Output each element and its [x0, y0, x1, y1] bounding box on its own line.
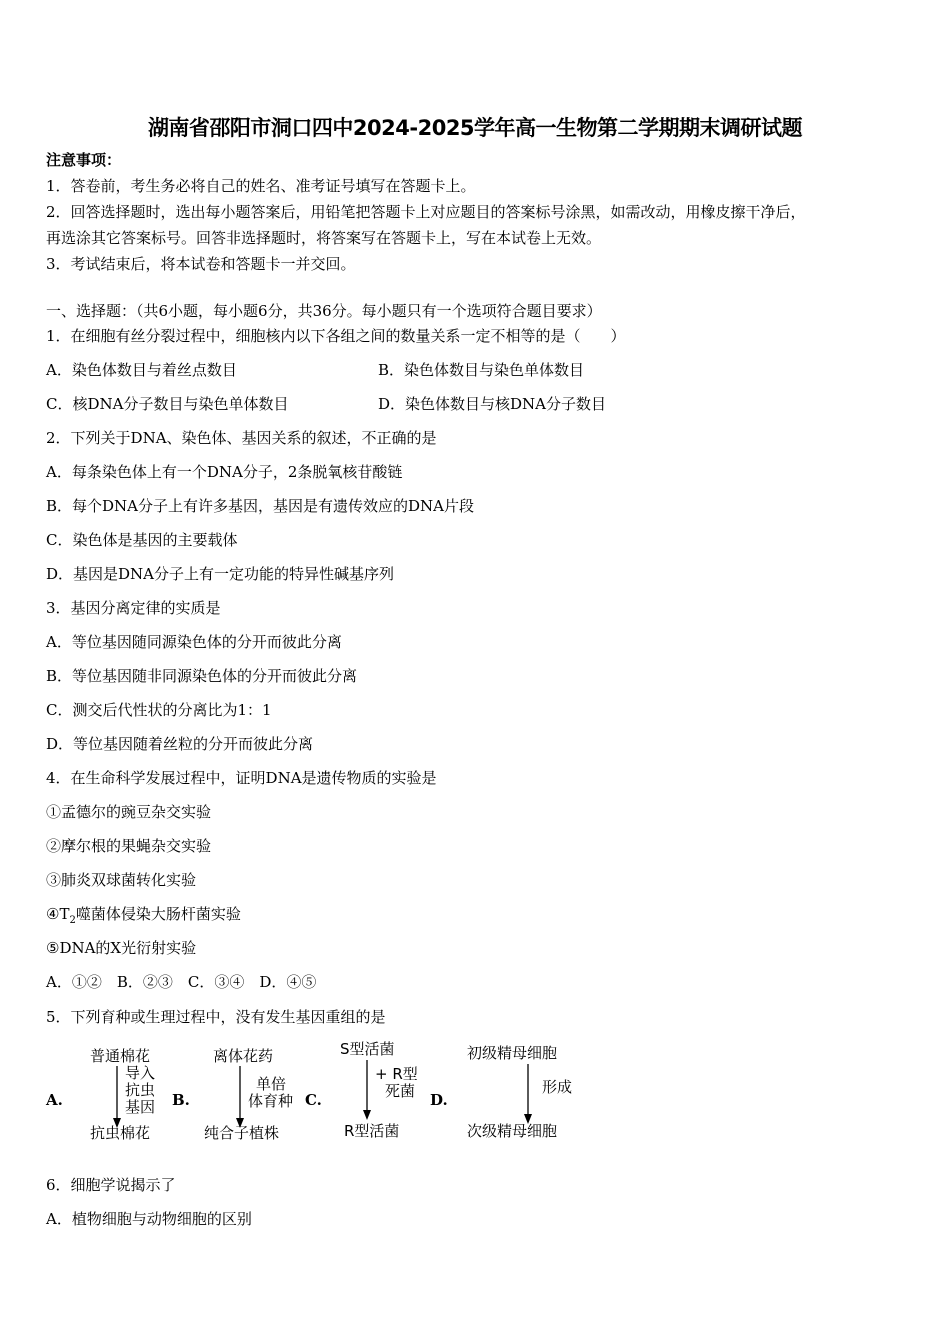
notice-item: 1．答卷前，考生务必将自己的姓名、准考证号填写在答题卡上。 — [46, 177, 476, 195]
question-3-option-a: A．等位基因随同源染色体的分开而彼此分离 — [46, 633, 342, 651]
diagram-a-top: 普通棉花 — [90, 1047, 151, 1065]
question-3-stem: 3．基因分离定律的实质是 — [46, 599, 221, 617]
diagram-c-bottom: R型活菌 — [344, 1122, 400, 1140]
question-4-item: ③肺炎双球菌转化实验 — [46, 871, 197, 889]
section-heading: 一、选择题：（共6小题，每小题6分，共36分。每小题只有一个选项符合题目要求） — [46, 302, 602, 320]
diagram-b-mid: 体育种 — [248, 1092, 294, 1110]
question-1-option-d: D．染色体数目与核DNA分子数目 — [378, 395, 607, 413]
question-4-item: ②摩尔根的果蝇杂交实验 — [46, 837, 212, 855]
diagram-d-bottom: 次级精母细胞 — [467, 1122, 558, 1140]
diagram-b-mid: 单倍 — [256, 1075, 287, 1093]
diagram-d-top: 初级精母细胞 — [467, 1044, 558, 1062]
question-2-option-d: D．基因是DNA分子上有一定功能的特异性碱基序列 — [46, 565, 395, 583]
question-4-stem: 4．在生命科学发展过程中，证明DNA是遗传物质的实验是 — [46, 769, 437, 787]
question-2-option-c: C．染色体是基因的主要载体 — [46, 531, 238, 549]
question-4-item — [46, 904, 241, 931]
notice-item: 3．考试结束后，将本试卷和答题卡一并交回。 — [46, 255, 356, 273]
question-5-stem: 5．下列育种或生理过程中，没有发生基因重组的是 — [46, 1008, 386, 1026]
diagram-c-mid: 死菌 — [385, 1082, 416, 1100]
question-5-label-d: D. — [430, 1091, 448, 1109]
diagram-b-top: 离体花药 — [213, 1047, 274, 1065]
question-5-label-c: C. — [305, 1091, 322, 1109]
question-4-item: ⑤DNA的X光衍射实验 — [46, 939, 197, 957]
question-6-option-a: A．植物细胞与动物细胞的区别 — [46, 1210, 252, 1228]
item-4-suffix: 噬菌体侵染大肠杆菌实验 — [75, 905, 241, 923]
question-2-option-a: A．每条染色体上有一个DNA分子，2条脱氧核苷酸链 — [46, 463, 403, 481]
question-3-option-c: C．测交后代性状的分离比为1：1 — [46, 701, 272, 719]
question-1-stem: 1．在细胞有丝分裂过程中，细胞核内以下各组之间的数量关系一定不相等的是（ ） — [46, 327, 626, 345]
question-6-stem: 6．细胞学说揭示了 — [46, 1176, 176, 1194]
diagram-a-mid: 抗虫 — [125, 1081, 156, 1099]
question-4-options: A．①② B．②③ C．③④ D．④⑤ — [46, 973, 317, 991]
question-3-option-d: D．等位基因随着丝粒的分开而彼此分离 — [46, 735, 314, 753]
question-1-option-b: B．染色体数目与染色单体数目 — [378, 361, 585, 379]
item-4-prefix: ④T — [46, 905, 70, 923]
notice-item: 2．回答选择题时，选出每小题答案后，用铅笔把答题卡上对应题目的答案标号涂黑，如需改动，用橡皮擦干净后， — [46, 203, 806, 221]
question-1-option-a: A．染色体数目与着丝点数目 — [46, 361, 237, 379]
diagram-a-bottom: 抗虫棉花 — [90, 1124, 151, 1142]
notice-item: 再选涂其它答案标号。回答非选择题时，将答案写在答题卡上，写在本试卷上无效。 — [46, 229, 602, 247]
diagram-d-mid: 形成 — [542, 1078, 573, 1096]
question-4-item: ①孟德尔的豌豆杂交实验 — [46, 803, 212, 821]
diagram-b-bottom: 纯合子植株 — [204, 1124, 280, 1142]
diagram-c-mid: + R型 — [375, 1065, 418, 1083]
question-3-option-b: B．等位基因随非同源染色体的分开而彼此分离 — [46, 667, 358, 685]
question-5-label-a: A. — [46, 1091, 63, 1109]
question-2-stem: 2．下列关于DNA、染色体、基因关系的叙述，不正确的是 — [46, 429, 437, 447]
notice-heading: 注意事项： — [46, 151, 122, 169]
diagram-c-top: S型活菌 — [340, 1040, 395, 1058]
page-title: 湖南省邵阳市洞口四中2024-2025学年高一生物第二学期期末调研试题 — [147, 116, 803, 140]
question-1-option-c: C．核DNA分子数目与染色单体数目 — [46, 395, 289, 413]
item-4-subscript: 2 — [69, 915, 76, 926]
diagram-a-mid: 基因 — [125, 1098, 156, 1116]
diagram-a-mid: 导入 — [125, 1064, 156, 1082]
question-5-label-b: B. — [172, 1091, 190, 1109]
question-2-option-b: B．每个DNA分子上有许多基因，基因是有遗传效应的DNA片段 — [46, 497, 474, 515]
